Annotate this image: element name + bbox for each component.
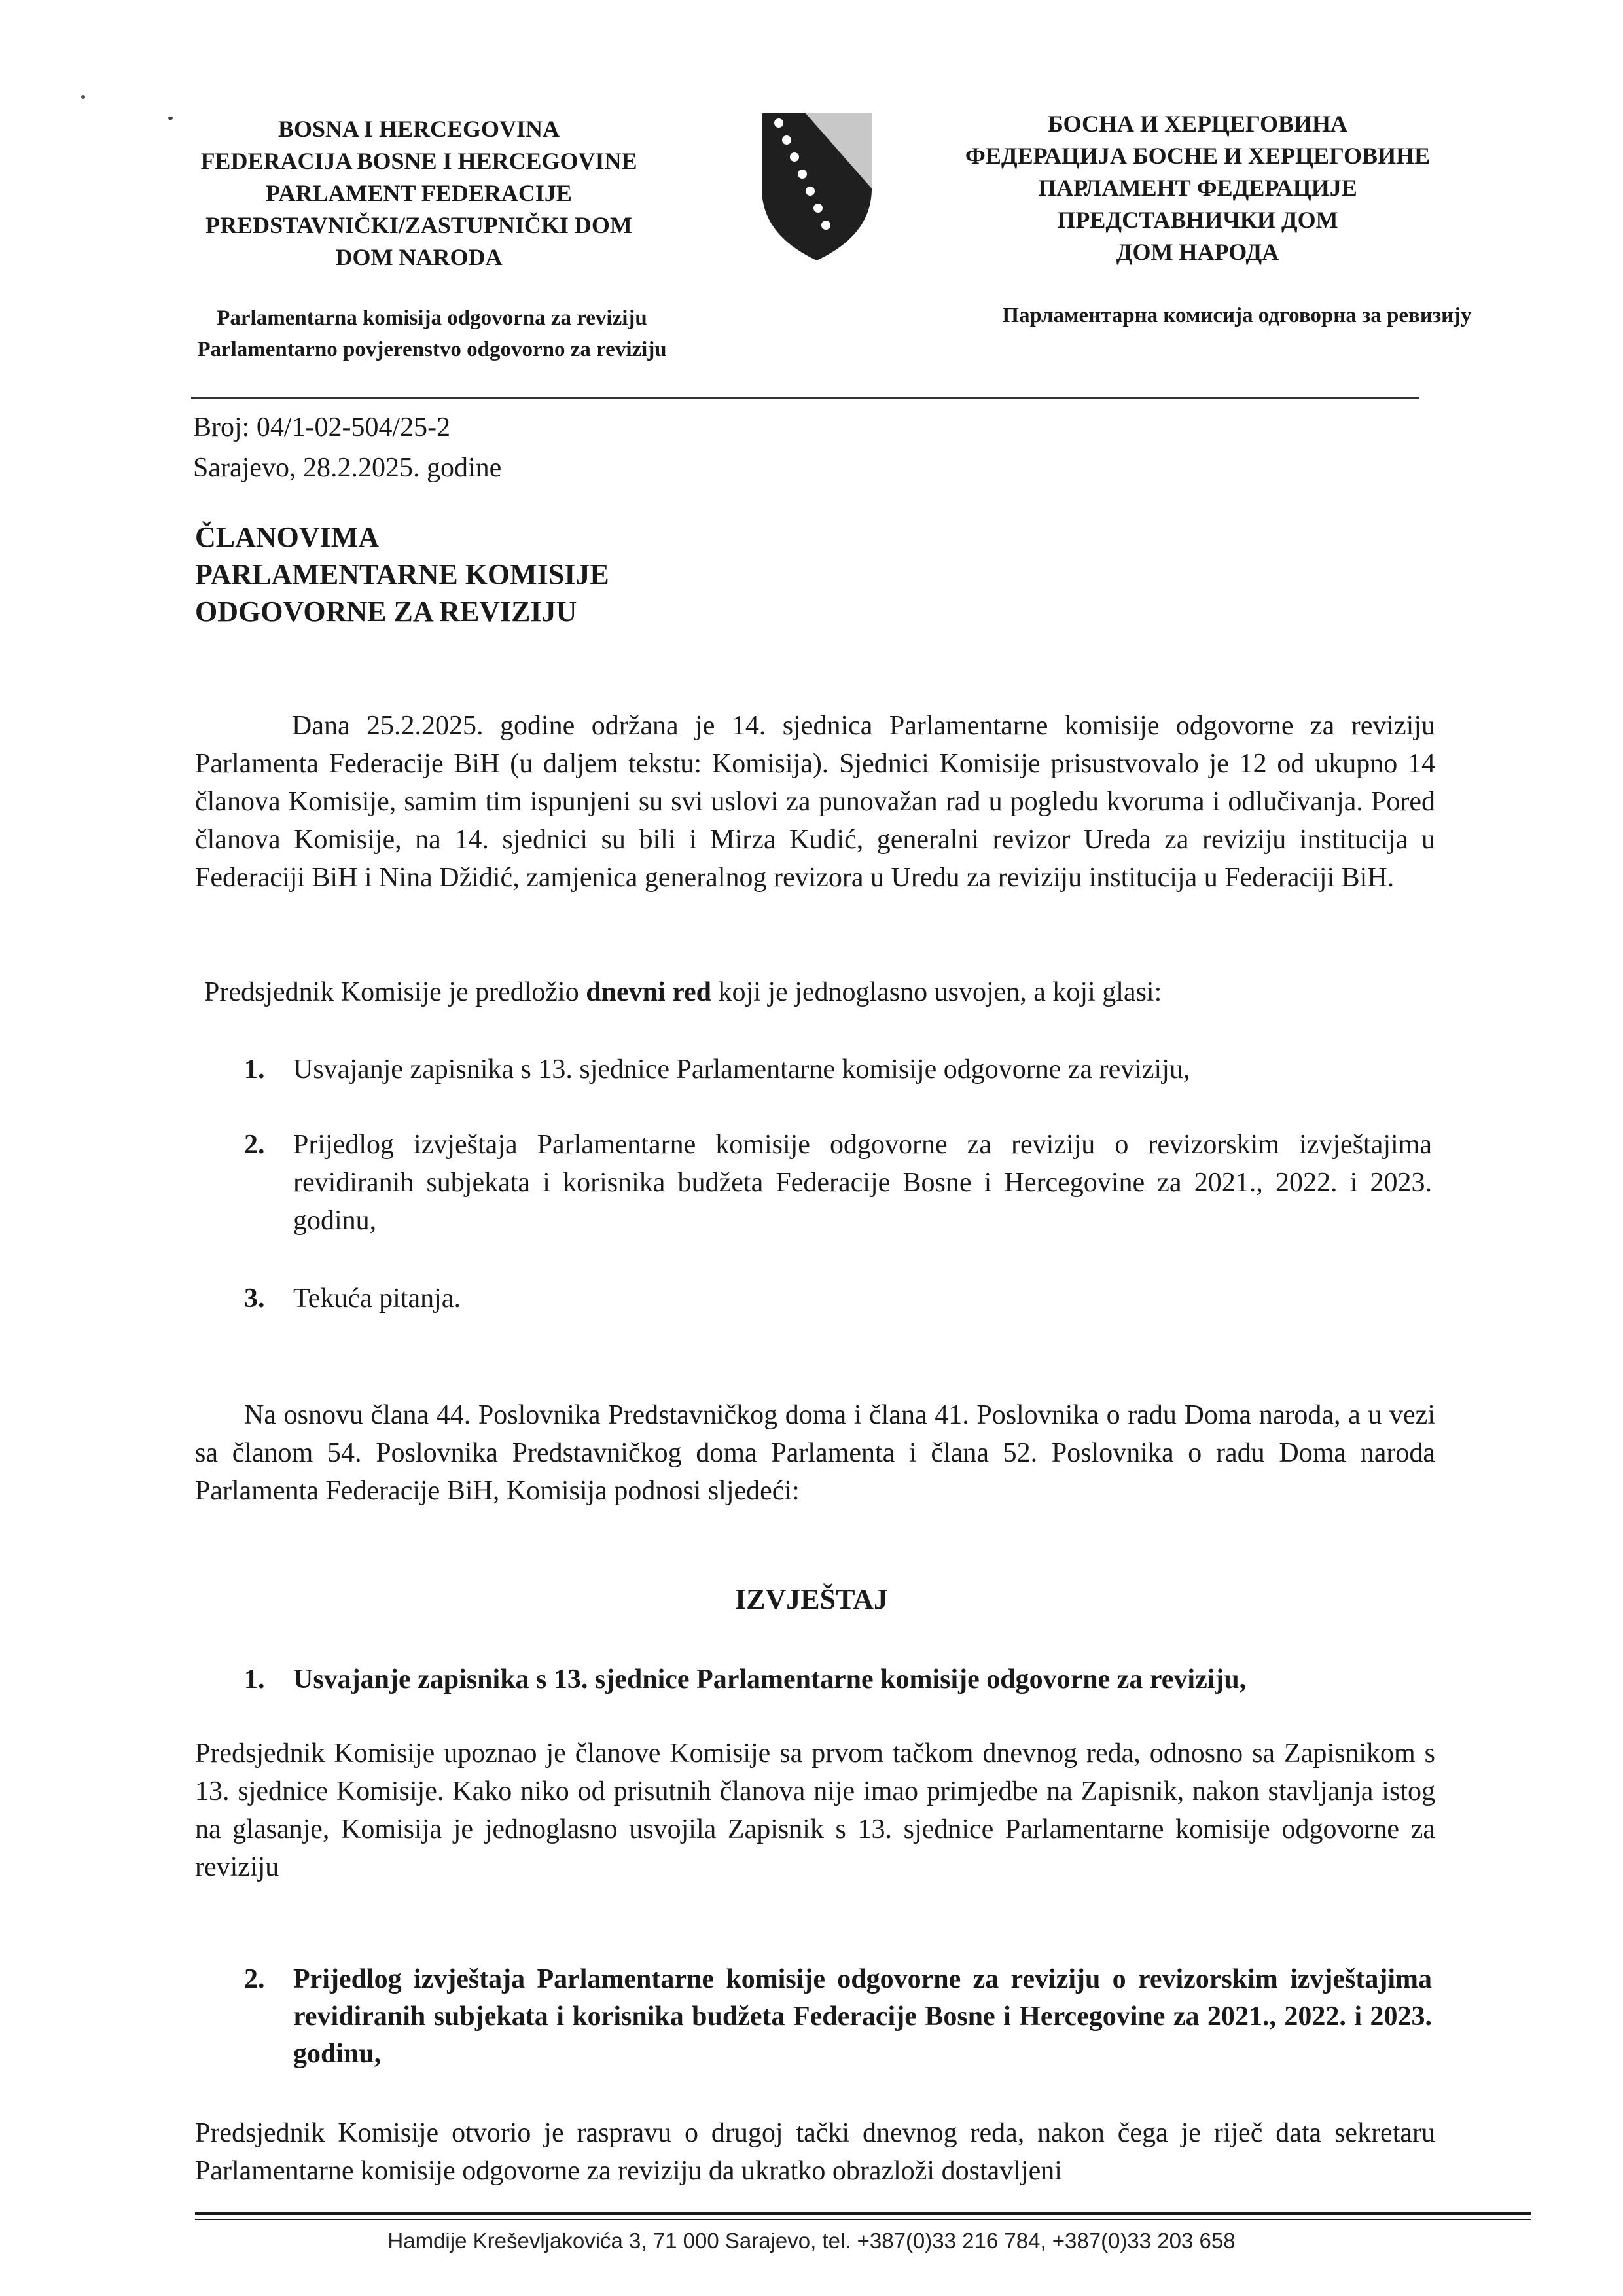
header-latin-line: PREDSTAVNIČKI/ZASTUPNIČKI DOM bbox=[205, 212, 632, 238]
agenda-item-number: 2. bbox=[244, 1130, 265, 1160]
section-number: 1. bbox=[244, 1664, 265, 1695]
section-heading bbox=[244, 1961, 1435, 2079]
agenda-intro-before: Predsjednik Komisije je predložio bbox=[204, 977, 586, 1007]
legal-basis-paragraph: Na osnovu člana 44. Poslovnika Predstavničkog doma i člana 41. Poslovnika o radu Doma naroda, a u vezi sa članom 54. Poslovnika Predstavničkog doma Parlamenta i člana 52. Poslovnika o radu Doma naroda Parlamenta Federacije BiH, Komisija podnosi sljedeći: bbox=[195, 1400, 1435, 1506]
report-title: IZVJEŠTAJ bbox=[735, 1583, 888, 1615]
header-latin-line: BOSNA I HERCEGOVINA bbox=[277, 116, 560, 142]
header-latin bbox=[151, 113, 687, 274]
addressee-line: ODGOVORNE ZA REVIZIJU bbox=[195, 596, 577, 628]
addressee bbox=[195, 518, 609, 630]
document-date: Sarajevo, 28.2.2025. godine bbox=[193, 453, 502, 483]
scan-speck bbox=[81, 95, 85, 99]
agenda-intro-bold: dnevni red bbox=[586, 977, 712, 1007]
header-latin-line: FEDERACIJA BOSNE I HERCEGOVINE bbox=[200, 148, 637, 174]
agenda-item bbox=[244, 1126, 1435, 1244]
section-heading bbox=[244, 1661, 1435, 1700]
document-number: Broj: 04/1-02-504/25-2 bbox=[193, 412, 451, 442]
header-latin-line: PARLAMENT FEDERACIJE bbox=[266, 180, 572, 206]
section-title: Prijedlog izvještaja Parlamentarne komisije odgovorne za reviziju o revizorskim izvještajima revidiranih subjekata i korisnika budžeta Federacije Bosne i Hercegovine za 2021., 2022. i 2023. godinu, bbox=[293, 1964, 1432, 2069]
addressee-line: PARLAMENTARNE KOMISIJE bbox=[195, 558, 609, 590]
header-latin-line: DOM NARODA bbox=[335, 244, 503, 270]
commission-cyrillic: Парламентарна комисија одговорна за ревизију bbox=[1002, 304, 1472, 327]
document-meta bbox=[193, 407, 501, 488]
section-title: Usvajanje zapisnika s 13. sjednice Parlamentarne komisije odgovorne za reviziju, bbox=[293, 1664, 1247, 1695]
agenda-item-text: Tekuća pitanja. bbox=[293, 1283, 461, 1314]
agenda-item-text: Usvajanje zapisnika s 13. sjednice Parlamentarne komisije odgovorne za reviziju, bbox=[293, 1054, 1190, 1085]
agenda-item-number: 1. bbox=[244, 1054, 265, 1085]
header-divider bbox=[191, 397, 1419, 399]
agenda-intro-after: koji je jednoglasno usvojen, a koji glasi: bbox=[711, 977, 1162, 1007]
header-cyrillic-line: БОСНА И ХЕРЦЕГОВИНА bbox=[1047, 111, 1348, 137]
footer-divider bbox=[195, 2212, 1531, 2220]
footer-address: Hamdije Kreševljakovića 3, 71 000 Sarajevo, tel. +387(0)33 216 784, +387(0)33 203 658 bbox=[387, 2229, 1236, 2253]
agenda-item bbox=[244, 1280, 1435, 1319]
header-cyrillic bbox=[890, 108, 1505, 268]
agenda-item-text: Prijedlog izvještaja Parlamentarne komisije odgovorne za reviziju o revizorskim izvještajima revidiranih subjekata i korisnika budžeta Federacije Bosne i Hercegovine za 2021., 2022. i 2023. godinu, bbox=[293, 1130, 1432, 1236]
addressee-line: ČLANOVIMA bbox=[195, 521, 380, 553]
commission-latin bbox=[128, 302, 736, 365]
intro-paragraph: Dana 25.2.2025. godine održana je 14. sjednica Parlamentarne komisije odgovorne za reviziju Parlamenta Federacije BiH (u daljem tekstu: Komisija). Sjednici Komisije prisustvovalo je 12 od ukupno 14 članova Komisije, samim tim ispunjeni su svi uslovi za punovažan rad u pogledu kvoruma i odlučivanja. Pored članova Komisije, na 14. sjednici su bili i Mirza Kudić, generalni revizor Ureda za reviziju institucija u Federaciji BiH i Nina Džidić, zamjenica generalnog revizora u Uredu za reviziju institucija u Federaciji BiH. bbox=[195, 711, 1435, 893]
commission-latin-line: Parlamentarna komisija odgovorna za reviziju bbox=[217, 306, 647, 330]
section-body: Predsjednik Komisije upoznao je članove Komisije sa prvom tačkom dnevnog reda, odnosno sa Zapisnikom s 13. sjednice Komisije. Kako niko od prisutnih članova nije imao primjedbe na Zapisnik, nakon stavljanja istog na glasanje, Komisija je jednoglasno usvojila Zapisnik s 13. sjednice Parlamentarne komisije odgovorne za reviziju bbox=[195, 1738, 1435, 1882]
commission-latin-line: Parlamentarno povjerenstvo odgovorno za reviziju bbox=[197, 338, 667, 361]
agenda-item bbox=[244, 1050, 1435, 1090]
section-number: 2. bbox=[244, 1964, 265, 1994]
header-cyrillic-line: ФЕДЕРАЦИЈА БОСНЕ И ХЕРЦЕГОВИНЕ bbox=[965, 143, 1431, 169]
header-cyrillic-line: ПАРЛАМЕНТ ФЕДЕРАЦИЈЕ bbox=[1038, 175, 1357, 201]
header-cyrillic-line: ПРЕДСТАВНИЧКИ ДОМ bbox=[1057, 207, 1338, 233]
coat-of-arms-icon bbox=[759, 110, 874, 262]
header-cyrillic-line: ДОМ НАРОДА bbox=[1116, 239, 1279, 265]
agenda-item-number: 3. bbox=[244, 1283, 265, 1314]
agenda-intro bbox=[204, 973, 1435, 1011]
section-body: Predsjednik Komisije otvorio je raspravu o drugoj tački dnevnog reda, nakon čega je riječ data sekretaru Parlamentarne komisije odgovorne za reviziju da ukratko obrazloži dostavljeni bbox=[195, 2118, 1435, 2186]
